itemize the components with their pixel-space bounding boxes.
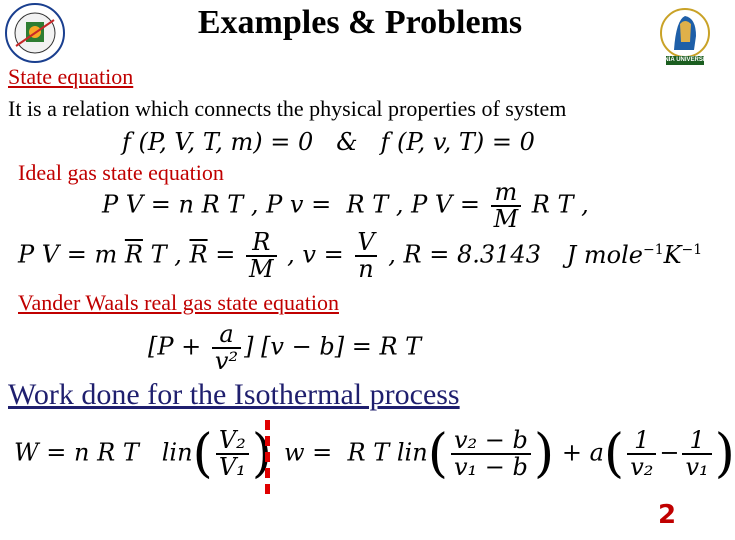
gas-constant-units: [567, 241, 703, 269]
isothermal-work-equation-vdw: w = R T lin( $\frac{\text{v₂ − b}}{\text{v₁ − b}}$ ) + a( $\frac{1}{\text{v₂}}$ − $\frac{1}{\text{v₁}}$ ): [284, 424, 735, 485]
university-logo-caption: MINIA UNIVERSITY: [657, 57, 713, 63]
state-equation-heading: State equation: [8, 64, 134, 89]
ideal-gas-equation-2: [18, 230, 702, 282]
v-over-n-fraction: [354, 230, 377, 282]
vdw-close: ] [v − b] = R T: [244, 332, 422, 361]
vdw-open: [P +: [148, 332, 209, 361]
vb-ratio-fraction: [451, 428, 531, 480]
iso-left-prefix: W = n R T lin: [14, 438, 193, 467]
isothermal-work-equation-ideal: W = n R T lin( $\frac{\text{V₂}}{\text{V₁}}$ ): [14, 424, 273, 485]
units-k: K: [663, 240, 682, 269]
units-exp-2: −1: [681, 241, 703, 258]
ideal-gas-heading: Ideal gas state equation: [18, 160, 224, 185]
frac-denominator: v₁: [682, 453, 711, 480]
frac-denominator: V₁: [216, 453, 249, 480]
ideal-gas-eq1-fraction: [491, 180, 522, 232]
vander-waals-equation: [148, 322, 421, 374]
frac-numerator: v₂ − b: [453, 426, 528, 454]
page-title: Examples & Problems: [197, 4, 523, 41]
equation-separator: [265, 420, 270, 494]
page-number: 2: [658, 500, 677, 530]
frac-denominator: v₁ − b: [451, 453, 531, 480]
iso-right-a-term: + a: [561, 438, 604, 467]
frac-numerator: R: [252, 228, 271, 256]
one-over-v1-fraction: [682, 428, 711, 480]
units-mole: J mole: [566, 240, 643, 269]
ideal-gas-eq1-suffix: R T ,: [524, 190, 589, 219]
frac-denominator: M: [491, 205, 522, 232]
eq2-part-a: P V = m: [18, 240, 125, 269]
frac-numerator: 1: [689, 426, 705, 454]
gas-constant-value: , R = 8.3143: [380, 240, 541, 269]
ideal-gas-eq1-prefix: P V = n R T , P v = R T , P V =: [102, 190, 488, 219]
frac-numerator: V₂: [218, 426, 246, 454]
frac-denominator: M: [246, 255, 277, 282]
frac-denominator: v₂: [627, 453, 656, 480]
r-bar-lhs: $\overline{R}$: [189, 240, 208, 269]
isothermal-heading: Work done for the Isothermal process: [8, 378, 460, 411]
r-bar: $\overline{R}$: [124, 240, 143, 269]
iso-right-prefix: w = R T lin: [284, 438, 428, 467]
eq2-part-c: =: [207, 240, 243, 269]
eq2-part-b: T ,: [142, 240, 190, 269]
vander-waals-heading: Vander Waals real gas state equation: [18, 290, 339, 315]
r-over-m-fraction: [246, 230, 277, 282]
state-equation-description: It is a relation which connects the physical properties of system: [8, 96, 567, 121]
state-equation-formula: f (P, V, T, m) = 0 & f (P, v, T) = 0: [122, 128, 535, 156]
v2-over-v1-fraction: [216, 428, 249, 480]
eq2-part-d: , v =: [279, 240, 352, 269]
frac-numerator: m: [494, 178, 518, 206]
units-exp-1: −1: [642, 241, 664, 258]
frac-denominator: v²: [212, 347, 241, 374]
frac-numerator: a: [219, 320, 234, 348]
ideal-gas-equation-1: [102, 180, 589, 232]
frac-numerator: 1: [634, 426, 650, 454]
one-over-v2-fraction: [627, 428, 656, 480]
a-over-v2-fraction: [212, 322, 241, 374]
frac-denominator: n: [355, 255, 376, 282]
frac-numerator: V: [357, 228, 375, 256]
